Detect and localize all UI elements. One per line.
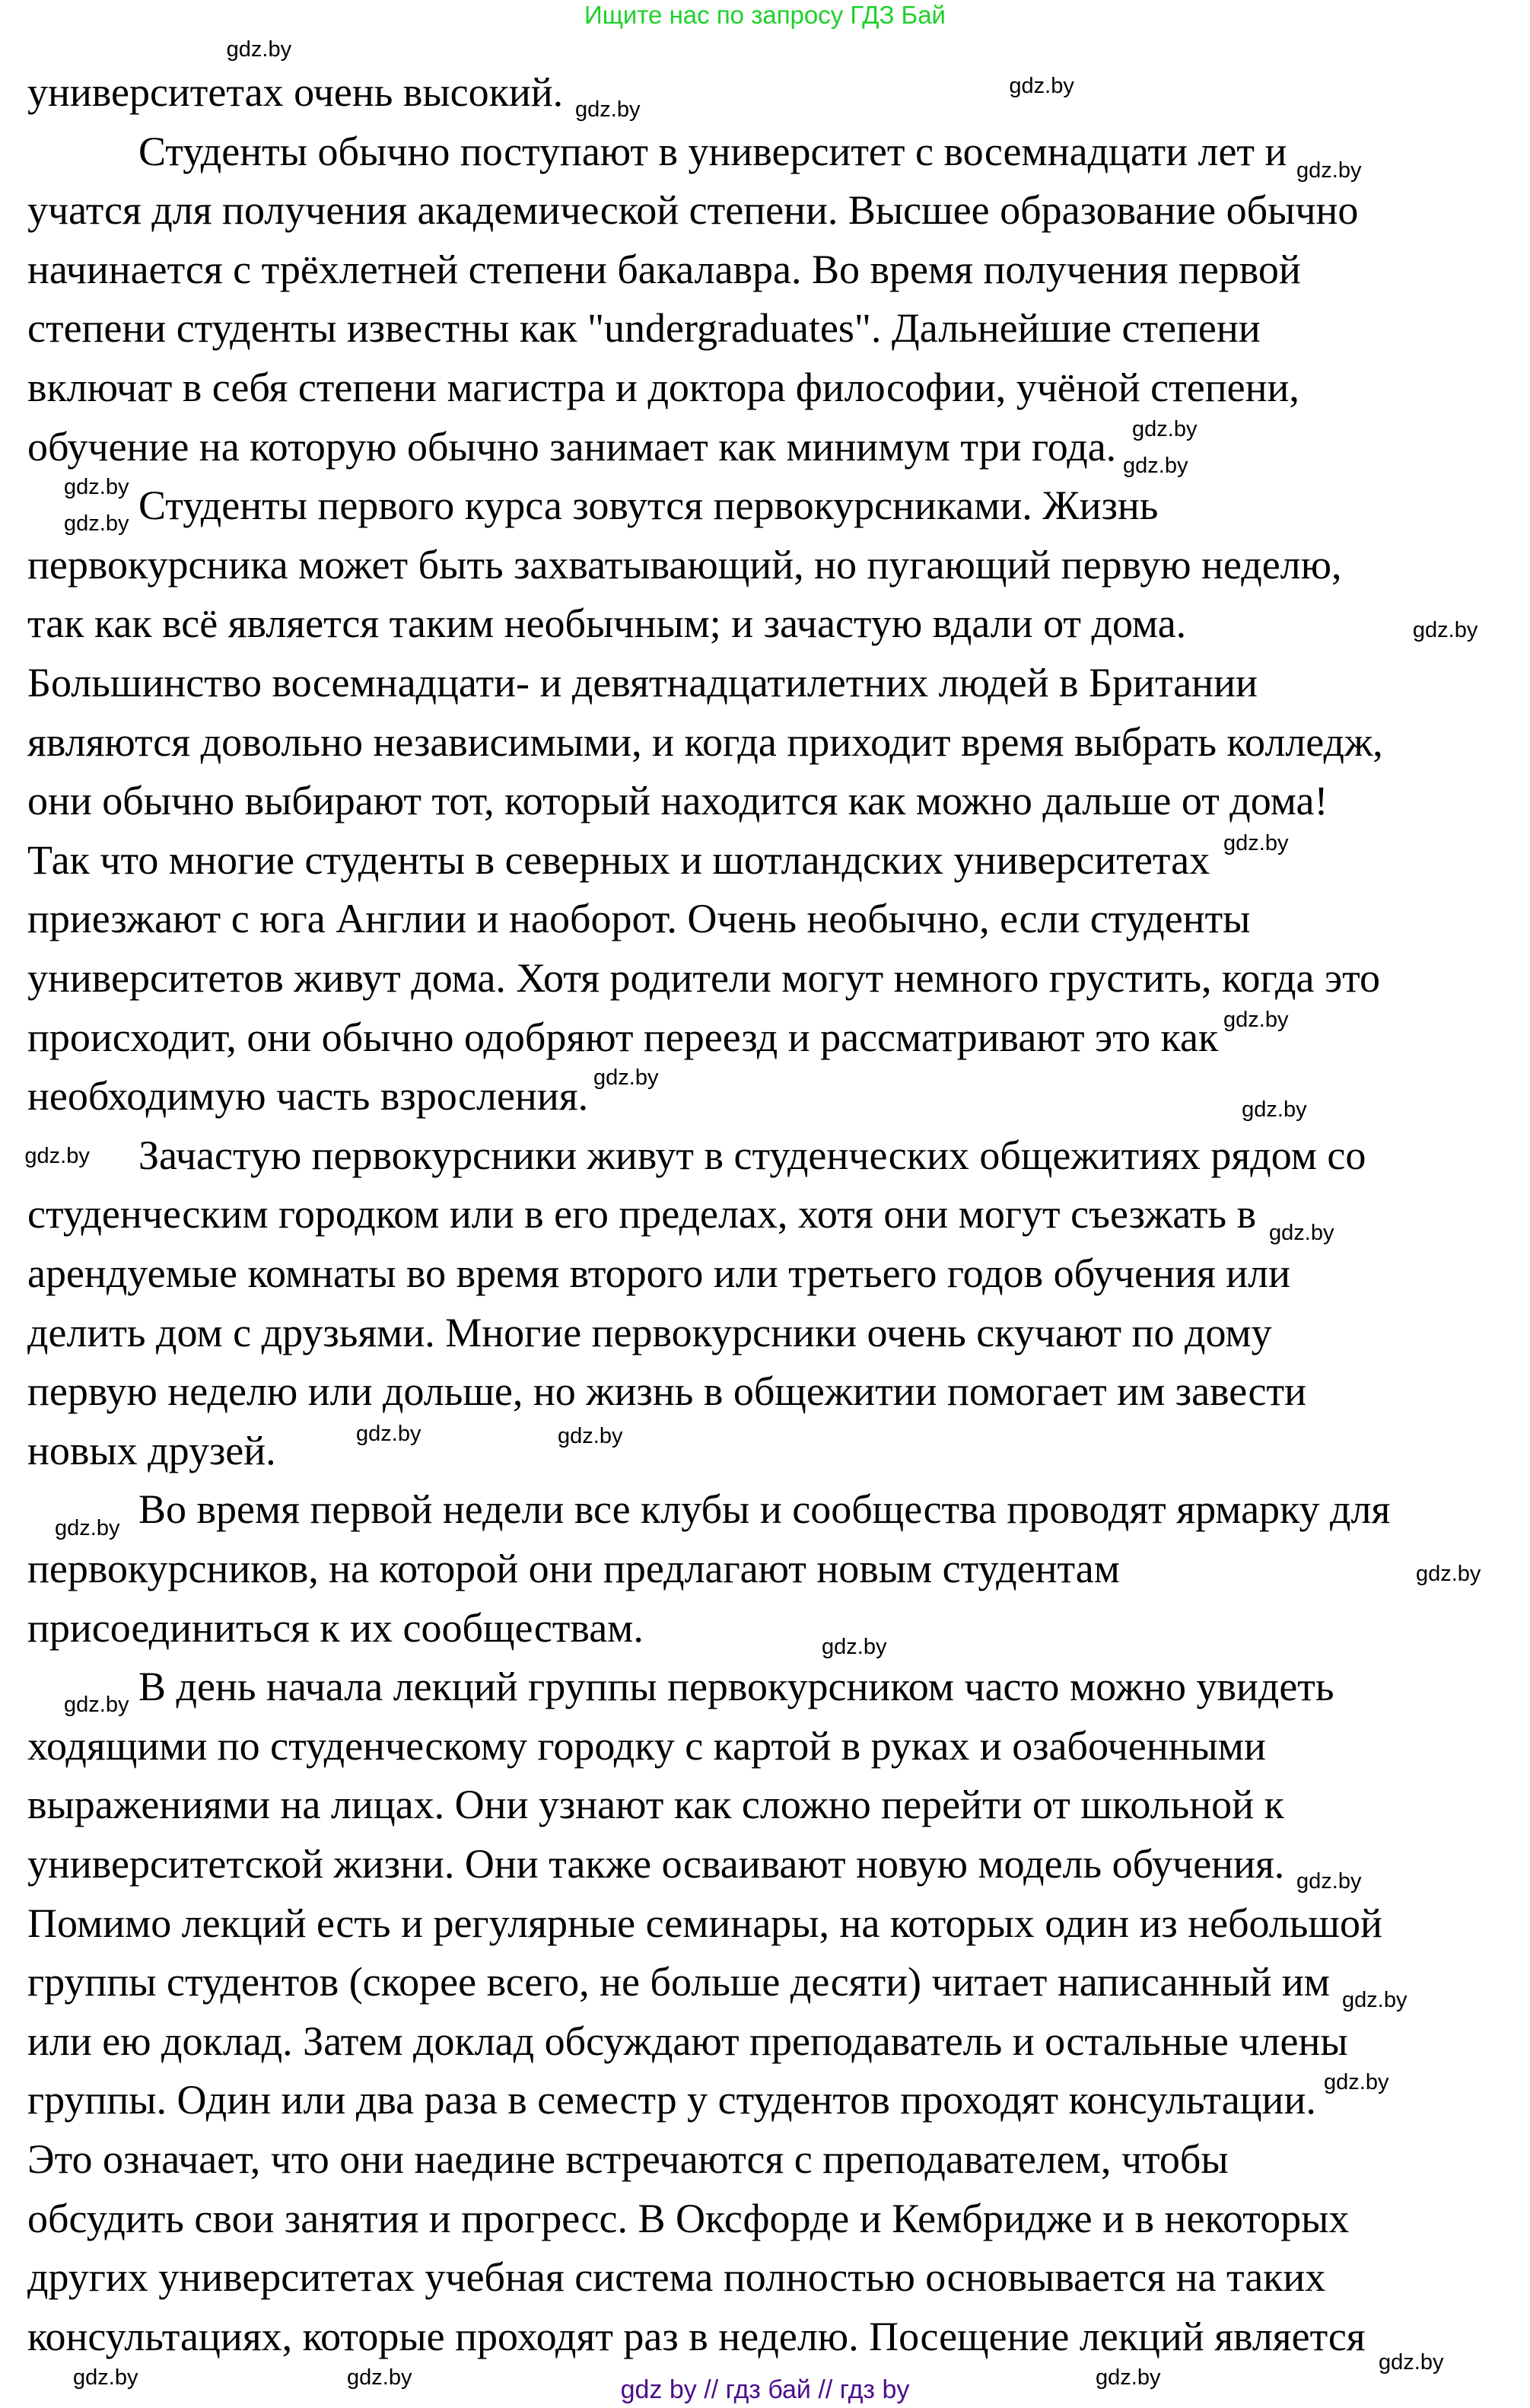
watermark: gdz.by bbox=[1412, 618, 1478, 643]
text-line: начинается с трёхлетней степени бакалавра. Во время получения первой bbox=[27, 246, 1301, 292]
watermark: gdz.by bbox=[822, 1635, 887, 1659]
text-line: ходящими по студенческому городку с картой в руках и озабоченными bbox=[27, 1722, 1266, 1769]
watermark: gdz.by bbox=[347, 2365, 412, 2390]
watermark: gdz.by bbox=[24, 1143, 90, 1168]
text-line: степени студенты известны как "undergraduates". Дальнейшие степени bbox=[27, 305, 1261, 352]
text-line: присоединиться к их сообществам. bbox=[27, 1604, 644, 1651]
search-banner[interactable]: Ищите нас по запросу ГДЗ Бай bbox=[584, 1, 946, 29]
text-line: Это означает, что они наедине встречаются с преподавателем, чтобы bbox=[27, 2136, 1229, 2182]
text-line: первокурсников, на которой они предлагают новым студентам bbox=[27, 1546, 1120, 1591]
text-line: приезжают с юга Англии и наоборот. Очень необычно, если студенты bbox=[27, 896, 1251, 942]
text-line: Помимо лекций есть и регулярные семинары, на которых один из небольшой bbox=[27, 1900, 1382, 1946]
text-line: происходит, они обычно одобряют переезд и рассматривают это как bbox=[27, 1014, 1219, 1060]
text-line: Большинство восемнадцати- и девятнадцатилетних людей в Британии bbox=[27, 660, 1258, 706]
text-line: первокурсника может быть захватывающий, но пугающий первую неделю, bbox=[27, 541, 1342, 588]
text-line: Студенты обычно поступают в университет с восемнадцати лет и bbox=[138, 128, 1287, 174]
text-line: группы. Один или два раза в семестр у студентов проходят консультации. bbox=[27, 2077, 1316, 2123]
watermark: gdz.by bbox=[593, 1065, 659, 1090]
watermark: gdz.by bbox=[1296, 158, 1362, 183]
watermark: gdz.by bbox=[73, 2365, 138, 2390]
footer-links[interactable]: gdz by // гдз бай // гдз by bbox=[620, 2375, 910, 2404]
text-line: делить дом с друзьями. Многие первокурсники очень скучают по дому bbox=[27, 1309, 1272, 1355]
watermark: gdz.by bbox=[1296, 1869, 1362, 1894]
text-line: учатся для получения академической степени. Высшее образование обычно bbox=[27, 187, 1359, 234]
text-line: Зачастую первокурсники живут в студенческих общежитиях рядом со bbox=[138, 1132, 1366, 1178]
watermark: gdz.by bbox=[1123, 454, 1188, 478]
text-line: включат в себя степени магистра и доктора философии, учёной степени, bbox=[27, 365, 1299, 410]
watermark: gdz.by bbox=[64, 475, 129, 499]
text-line: являются довольно независимыми, и когда приходит время выбрать колледж, bbox=[27, 718, 1383, 765]
text-line: необходимую часть взросления. bbox=[27, 1073, 589, 1120]
watermark: gdz.by bbox=[1009, 74, 1074, 99]
watermark: gdz.by bbox=[1269, 1221, 1334, 1245]
text-line: обучение на которую обычно занимает как минимум три года. bbox=[27, 423, 1117, 470]
text-line: они обычно выбирают тот, который находится как можно дальше от дома! bbox=[27, 778, 1328, 824]
watermark: gdz.by bbox=[1132, 417, 1198, 441]
text-line: университетской жизни. Они также осваивают новую модель обучения. bbox=[27, 1841, 1285, 1887]
watermark: gdz.by bbox=[575, 97, 641, 122]
text-line: студенческим городком или в его пределах, хотя они могут съезжать в bbox=[27, 1191, 1257, 1237]
text-line: или ею доклад. Затем доклад обсуждают преподаватель и остальные члены bbox=[27, 2018, 1348, 2064]
watermark: gdz.by bbox=[1096, 2365, 1161, 2390]
text-line: выражениями на лицах. Они узнают как сложно перейти от школьной к bbox=[27, 1782, 1284, 1828]
text-line: университетов живут дома. Хотя родители могут немного грустить, когда это bbox=[27, 955, 1381, 1001]
watermark: gdz.by bbox=[1223, 1008, 1289, 1032]
text-line: группы студентов (скорее всего, не больше десяти) читает написанный им bbox=[27, 1959, 1330, 2005]
watermark: gdz.by bbox=[64, 511, 129, 536]
watermark: gdz.by bbox=[1415, 1561, 1481, 1586]
watermark: gdz.by bbox=[55, 1516, 120, 1540]
text-line: Так что многие студенты в северных и шотландских университетах bbox=[27, 836, 1210, 883]
text-line: первую неделю или дольше, но жизнь в общежитии помогает им завести bbox=[27, 1368, 1307, 1415]
watermark: gdz.by bbox=[1223, 831, 1289, 855]
text-line: так как всё является таким необычным; и зачастую вдали от дома. bbox=[27, 600, 1187, 647]
text-line: обсудить свои занятия и прогресс. В Оксфорде и Кембридже и в некоторых bbox=[27, 2195, 1350, 2241]
text-line: Студенты первого курса зовутся первокурсниками. Жизнь bbox=[138, 483, 1159, 529]
text-line: В день начала лекций группы первокурсником часто можно увидеть bbox=[138, 1664, 1334, 1710]
text-line: новых друзей. bbox=[27, 1427, 276, 1473]
text-line: Во время первой недели все клубы и сообщества проводят ярмарку для bbox=[138, 1486, 1391, 1533]
watermark: gdz.by bbox=[558, 1424, 623, 1449]
watermark: gdz.by bbox=[1324, 2070, 1389, 2094]
watermark: gdz.by bbox=[226, 37, 292, 62]
watermark: gdz.by bbox=[64, 1693, 129, 1717]
watermark: gdz.by bbox=[1379, 2350, 1444, 2375]
watermark: gdz.by bbox=[1342, 1988, 1408, 2012]
text-line: других университетах учебная система полностью основывается на таких bbox=[27, 2254, 1326, 2301]
text-line: арендуемые комнаты во время второго или третьего годов обучения или bbox=[27, 1250, 1291, 1296]
watermark: gdz.by bbox=[356, 1422, 421, 1446]
text-line: университетах очень высокий. bbox=[27, 69, 564, 115]
text-line: консультациях, которые проходят раз в неделю. Посещение лекций является bbox=[27, 2313, 1366, 2359]
watermark: gdz.by bbox=[1242, 1097, 1307, 1122]
